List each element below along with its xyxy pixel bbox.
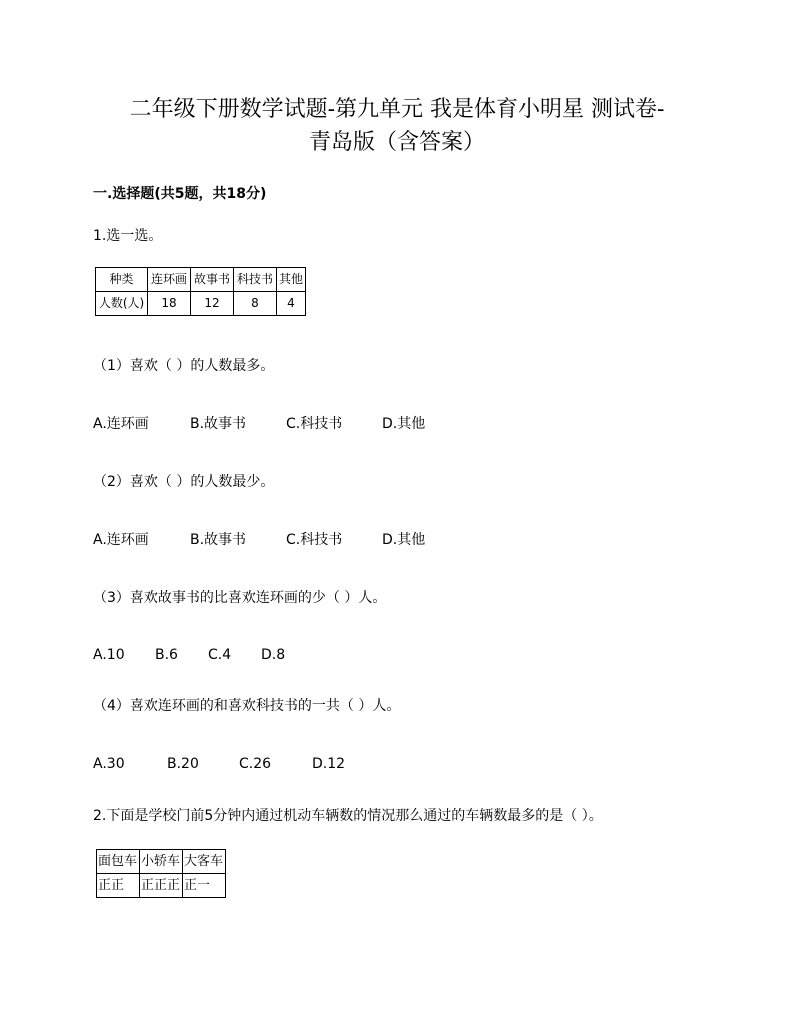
option-c[interactable]: C.4 <box>208 647 232 663</box>
table-cell: 12 <box>191 292 234 316</box>
option-a[interactable]: A.10 <box>93 647 125 663</box>
sub-question-3: （3）喜欢故事书的比喜欢连环画的少（ ）人。 <box>93 590 387 606</box>
option-d[interactable]: D.其他 <box>382 416 426 432</box>
table-cell: 科技书 <box>234 268 277 292</box>
option-a[interactable]: A.连环画 <box>93 416 149 432</box>
sub-question-4: （4）喜欢连环画的和喜欢科技书的一共（ ）人。 <box>93 698 401 714</box>
option-c[interactable]: C.26 <box>239 756 272 772</box>
table-cell: 正一 <box>183 874 226 898</box>
sub-question-3-options <box>93 645 285 665</box>
table-header-row <box>96 268 306 292</box>
table-row <box>96 292 306 316</box>
option-a[interactable]: A.30 <box>93 756 125 772</box>
option-b[interactable]: B.20 <box>167 756 199 772</box>
option-d[interactable]: D.8 <box>261 647 286 663</box>
option-a[interactable]: A.连环画 <box>93 532 149 548</box>
table-cell: 其他 <box>277 268 306 292</box>
table-cell: 18 <box>148 292 191 316</box>
section-heading: 一.选择题(共5题，共18分) <box>93 186 267 202</box>
table-cell: 正正 <box>97 874 140 898</box>
option-c[interactable]: C.科技书 <box>286 416 343 432</box>
reading-stats-table <box>95 267 306 316</box>
table-cell: 种类 <box>96 268 148 292</box>
table-cell: 小轿车 <box>140 850 183 874</box>
table-cell: 故事书 <box>191 268 234 292</box>
table-row <box>97 874 226 898</box>
sub-question-2-options <box>93 530 425 550</box>
table-cell: 正正正 <box>140 874 183 898</box>
table-cell: 4 <box>277 292 306 316</box>
option-d[interactable]: D.12 <box>312 756 346 772</box>
sub-question-2: （2）喜欢（ ）的人数最少。 <box>93 474 275 490</box>
sub-question-1: （1）喜欢（ ）的人数最多。 <box>93 358 275 374</box>
question-2-stem: 2.下面是学校门前5分钟内通过机动车辆数的情况那么通过的车辆数最多的是（ ）。 <box>93 808 603 824</box>
option-b[interactable]: B.故事书 <box>190 532 247 548</box>
table-cell: 大客车 <box>183 850 226 874</box>
table-cell: 连环画 <box>148 268 191 292</box>
option-d[interactable]: D.其他 <box>382 532 426 548</box>
table-cell: 8 <box>234 292 277 316</box>
sub-question-1-options <box>93 414 425 434</box>
option-b[interactable]: B.6 <box>155 647 178 663</box>
vehicle-count-table <box>96 849 226 898</box>
table-header-row <box>97 850 226 874</box>
table-cell: 人数(人) <box>96 292 148 316</box>
option-c[interactable]: C.科技书 <box>286 532 343 548</box>
option-b[interactable]: B.故事书 <box>190 416 247 432</box>
sub-question-4-options <box>93 754 345 774</box>
document-title-line1: 二年级下册数学试题-第九单元 我是体育小明星 测试卷- <box>129 97 665 122</box>
table-cell: 面包车 <box>97 850 140 874</box>
question-1-stem: 1.选一选。 <box>93 228 163 244</box>
document-title-line2: 青岛版（含答案） <box>308 130 485 155</box>
